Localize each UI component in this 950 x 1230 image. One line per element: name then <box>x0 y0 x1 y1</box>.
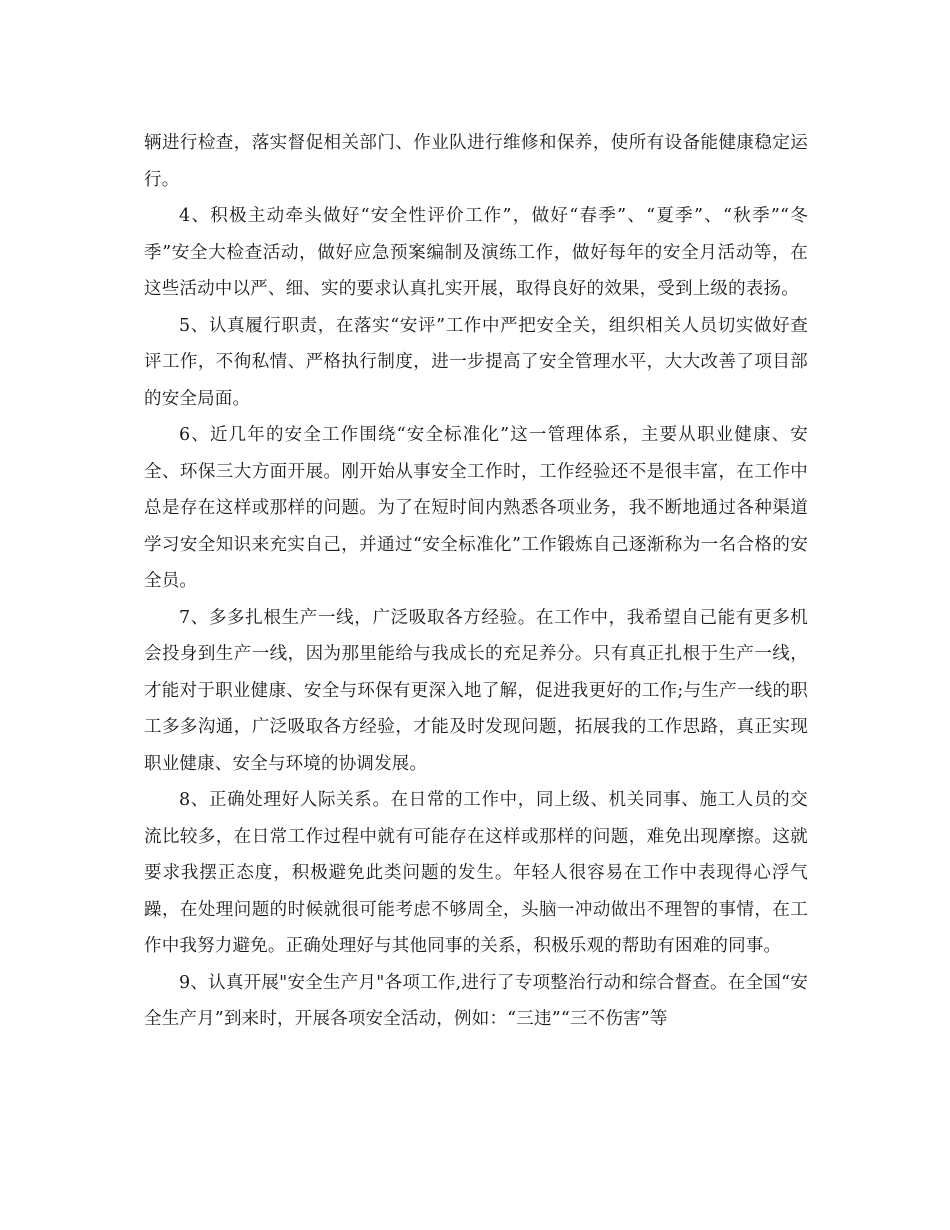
paragraph-item-6: 6、近几年的安全工作围绕“安全标准化”这一管理体系，主要从职业健康、安全、环保三大方面开展。刚开始从事安全工作时，工作经验还不是很丰富，在工作中总是存在这样或那样的问题。为了在短时间内熟悉各项业务，我不断地通过各种渠道学习安全知识来充实自己，并通过“安全标准化”工作锻炼自己逐渐称为一名合格的安全员。 <box>144 425 808 591</box>
paragraph-continuation: 辆进行检查，落实督促相关部门、作业队进行维修和保养，使所有设备能健康稳定运行。 <box>144 133 808 190</box>
paragraph-item-8: 8、正确处理好人际关系。在日常的工作中，同上级、机关同事、施工人员的交流比较多，在日常工作过程中就有可能存在这样或那样的问题，难免出现摩擦。这就要求我摆正态度，积极避免此类问题的发生。年轻人很容易在工作中表现得心浮气躁，在处理问题的时候就很可能考虑不够周全，头脑一冲动做出不理智的事情，在工作中我努力避免。正确处理好与其他同事的关系，积极乐观的帮助有困难的同事。 <box>144 790 808 956</box>
paragraph-item-7: 7、多多扎根生产一线，广泛吸取各方经验。在工作中，我希望自己能有更多机会投身到生产一线，因为那里能给与我成长的充足养分。只有真正扎根于生产一线，才能对于职业健康、安全与环保有更深入地了解，促进我更好的工作;与生产一线的职工多多沟通，广泛吸取各方经验，才能及时发现问题，拓展我的工作思路，真正实现职业健康、安全与环境的协调发展。 <box>144 607 808 774</box>
paragraph-item-9: 9、认真开展"安全生产月"各项工作,进行了专项整治行动和综合督查。在全国“安全生产月”到来时，开展各项安全活动，例如：“三违”“三不伤害”等 <box>144 972 808 1029</box>
paragraph-item-4: 4、积极主动牵头做好“安全性评价工作”，做好“春季”、“夏季”、“秋季”“冬季”安全大检查活动，做好应急预案编制及演练工作，做好每年的安全月活动等，在这些活动中以严、细、实的要求认真扎实开展，取得良好的效果，受到上级的表扬。 <box>144 206 808 299</box>
paragraph-item-5: 5、认真履行职责，在落实“安评”工作中严把安全关，组织相关人员切实做好查评工作，不徇私情、严格执行制度，进一步提高了安全管理水平，大大改善了项目部的安全局面。 <box>144 315 808 409</box>
document-body <box>144 125 808 1038</box>
